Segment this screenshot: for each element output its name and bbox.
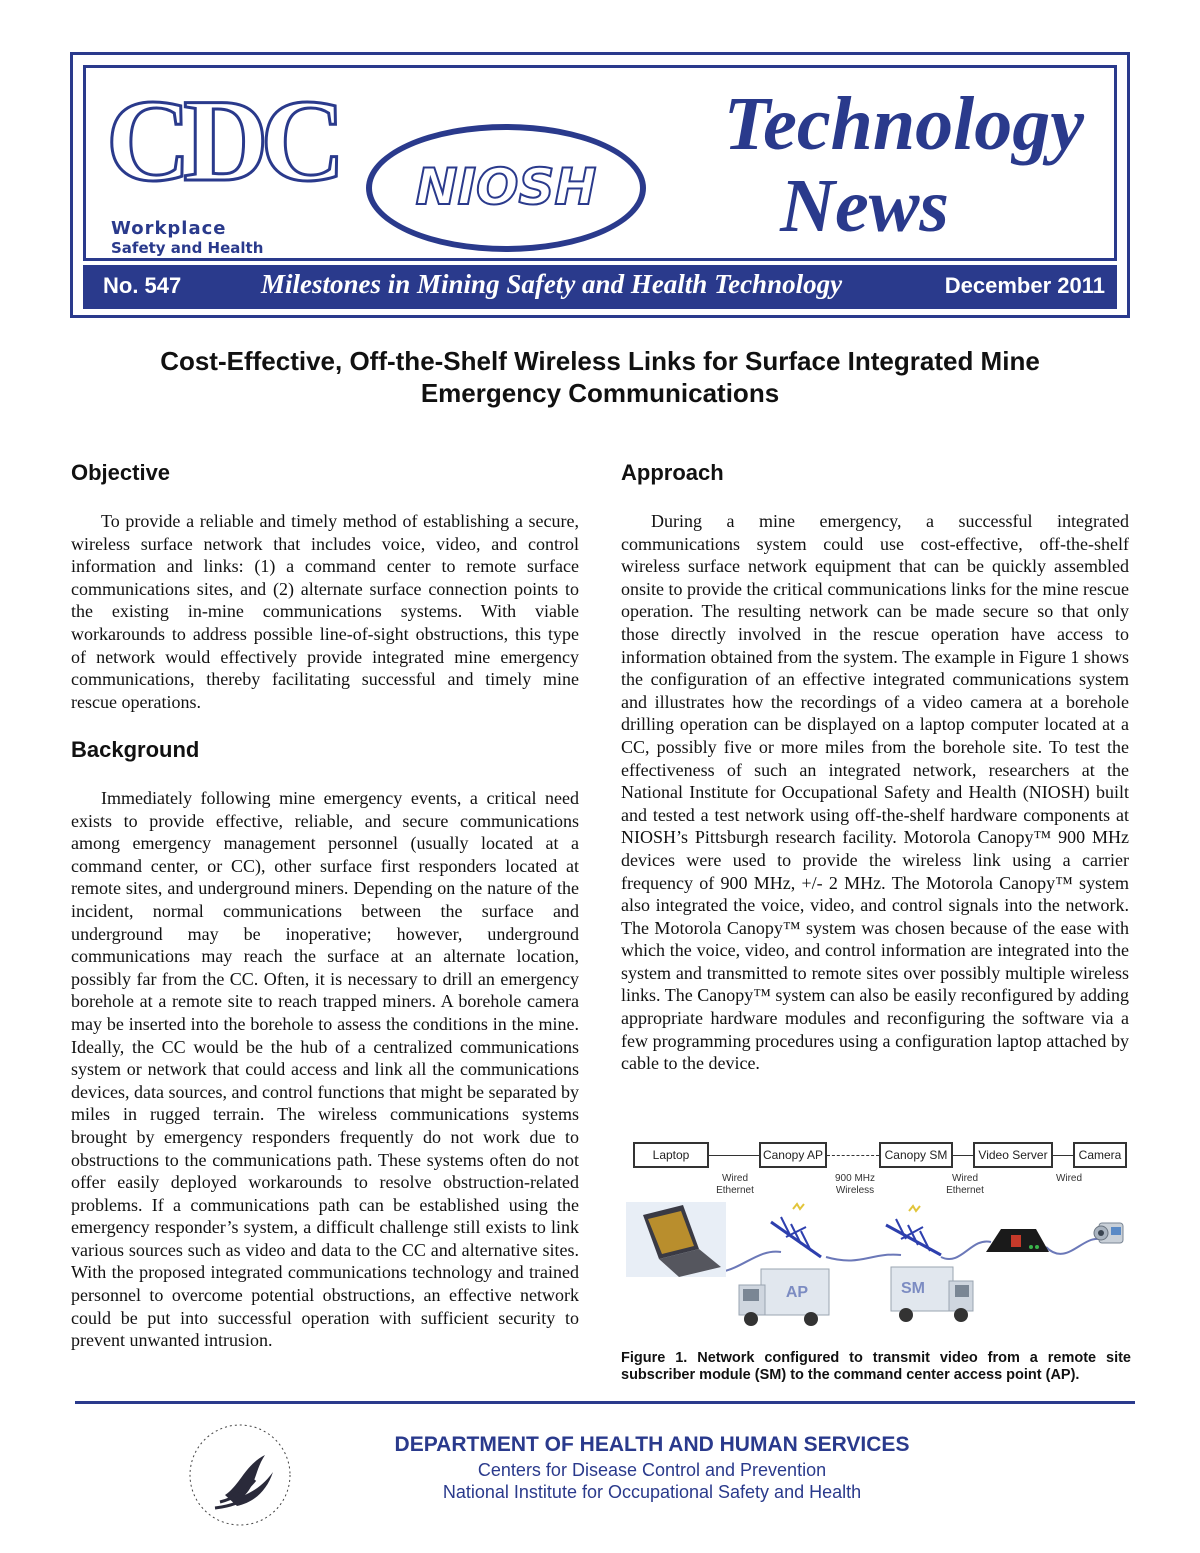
link-label-4: Wired	[1055, 1173, 1083, 1184]
truck-ap-label: AP	[785, 1284, 809, 1301]
safety-health-label: Safety and Health	[111, 239, 264, 257]
network-illustration	[621, 1197, 1131, 1337]
tagline: Milestones in Mining Safety and Health Technology	[261, 269, 843, 299]
issue-date: December 2011	[944, 273, 1105, 298]
ap-antenna-icon	[771, 1204, 821, 1257]
background-paragraph: Immediately following mine emergency events, a critical need exists to provide effective, reliable, and secure communications among emergency management personnel (usually located at a command center, or CC), other surface first responders located at remote sites, and underground miners. Depending on the nature of the incident, normal communications between the surface and underground may be inoperative; however, underground communications may reach the surface at an alternate location, possibly far from the CC. Often, it is necessary to drill an emergency borehole at a remote site to reach trapped miners. A borehole camera may be inserted into the borehole to assess the conditions in the mine. Ideally, the CC would be the hub of a centralized communications system or network that could access and link all the communications devices, data sources, and control functions that might be separated by miles in rugged terrain. The wireless communications systems brought by emergency responders frequently do not work due to obstructions to the communications path. These systems often do not offer easily deployed workarounds to resolve obstruction-related problems. If a communications path can be established using the emergency responder’s system, a difficult challenge still exists to link various sources such as video and data to the CC and alternative sites. With the proposed integrated communications technology and trained personnel to overcome potential obstructions, an effective network could be put into successful operation with sufficient security to prevent unwanted intrusion.	[71, 788, 579, 1351]
objective-heading: Objective	[71, 460, 171, 485]
hhs-seal-icon	[185, 1420, 295, 1530]
approach-paragraph: During a mine emergency, a successful integrated communications system could use cost-effective, off-the-shelf wireless surface network equipment that can be quickly assembled onsite to provide the critical communications links for the mine rescue operation. The resulting network can be made secure so that only those directly involved in the rescue operation have access to information obtained from the system. The example in Figure 1 shows the configuration of an effective integrated communications system and illustrates how the recordings of a video camera at a borehole drilling operation can be displayed on a laptop computer located at a CC, possibly five or more miles from the borehole site. To test the effectiveness of such an integrated network, researchers at the National Institute for Occupational Safety and Health (NIOSH) built and tested a test network using off-the-shelf hardware components at NIOSH’s Pittsburgh research facility. Motorola Canopy™ 900 MHz devices were used to provide the wireless link using a carrier frequency of 900 MHz, +/- 2 MHz. The Motorola Canopy™ system also integrated the voice, video, and control signals into the network. The Motorola Canopy™ system was chosen because of the ease with which the voice, video, and control information are integrated into the system and transmitted to remote sites over possibly multiple wireless links. The Canopy™ system can also be easily reconfigured by adding appropriate hardware modules and reconfiguring the software via a few programming procedures using a configuration laptop attached by cable to the device.	[621, 511, 1129, 1074]
camera-icon	[1094, 1223, 1123, 1243]
link-wired-3	[1051, 1155, 1073, 1156]
cdc-logo: CDC	[106, 75, 338, 206]
background-heading: Background	[71, 737, 200, 762]
link-label-2: 900 MHz Wireless	[834, 1173, 875, 1196]
newsletter-title-line2: News	[780, 164, 949, 248]
link-wired-1	[707, 1155, 759, 1156]
video-server-icon	[986, 1229, 1049, 1252]
footer-rule	[75, 1401, 1135, 1404]
network-figure	[621, 1135, 1131, 1345]
objective-paragraph: To provide a reliable and timely method of establishing a secure, wireless surface network that includes voice, video, and control information and links: (1) a command center to remote surface communications sites, and (2) alternate surface connection points to the existing in-mine communications systems. With viable workarounds to address possible line-of-sight obstructions, this type of network would effectively provide integrated mine emergency communications, thereby facilitating successful and timely mine rescue operations.	[71, 511, 579, 712]
link-wired-2	[953, 1155, 973, 1156]
node-laptop: Laptop	[633, 1142, 709, 1168]
article-title: Cost-Effective, Off-the-Shelf Wireless Links for Surface Integrated Mine Emergency Communications	[160, 346, 1040, 408]
node-canopy-ap: Canopy AP	[759, 1142, 827, 1168]
masthead-logo-panel	[83, 65, 1117, 261]
node-video-server: Video Server	[973, 1142, 1053, 1168]
workplace-label: Workplace	[111, 218, 227, 239]
newsletter-title-line1: Technology	[723, 82, 1084, 166]
issue-number: No. 547	[103, 273, 182, 298]
masthead	[70, 52, 1130, 318]
link-label-1: Wired Ethernet	[716, 1173, 754, 1196]
truck-sm-label: SM	[901, 1280, 925, 1297]
sm-truck-icon	[891, 1267, 973, 1322]
agency-niosh: National Institute for Occupational Safety and Health	[442, 1482, 862, 1502]
approach-heading: Approach	[621, 460, 724, 485]
masthead-band	[83, 265, 1117, 309]
ap-truck-icon	[739, 1269, 829, 1326]
link-label-3: Wired Ethernet	[946, 1173, 984, 1196]
niosh-logo-text: NIOSH	[415, 158, 597, 216]
niosh-logo	[366, 124, 646, 252]
agency-cdc: Centers for Disease Control and Prevention	[477, 1460, 827, 1480]
department-name: DEPARTMENT OF HEALTH AND HUMAN SERVICES	[394, 1433, 910, 1456]
figure-caption: Figure 1. Network configured to transmit video from a remote site subscriber module (SM) to the command center access point (AP).	[621, 1350, 1131, 1383]
node-canopy-sm: Canopy SM	[879, 1142, 953, 1168]
link-wireless	[827, 1155, 879, 1156]
laptop-icon	[626, 1202, 726, 1277]
sm-antenna-icon	[886, 1206, 941, 1255]
node-camera: Camera	[1073, 1142, 1127, 1168]
